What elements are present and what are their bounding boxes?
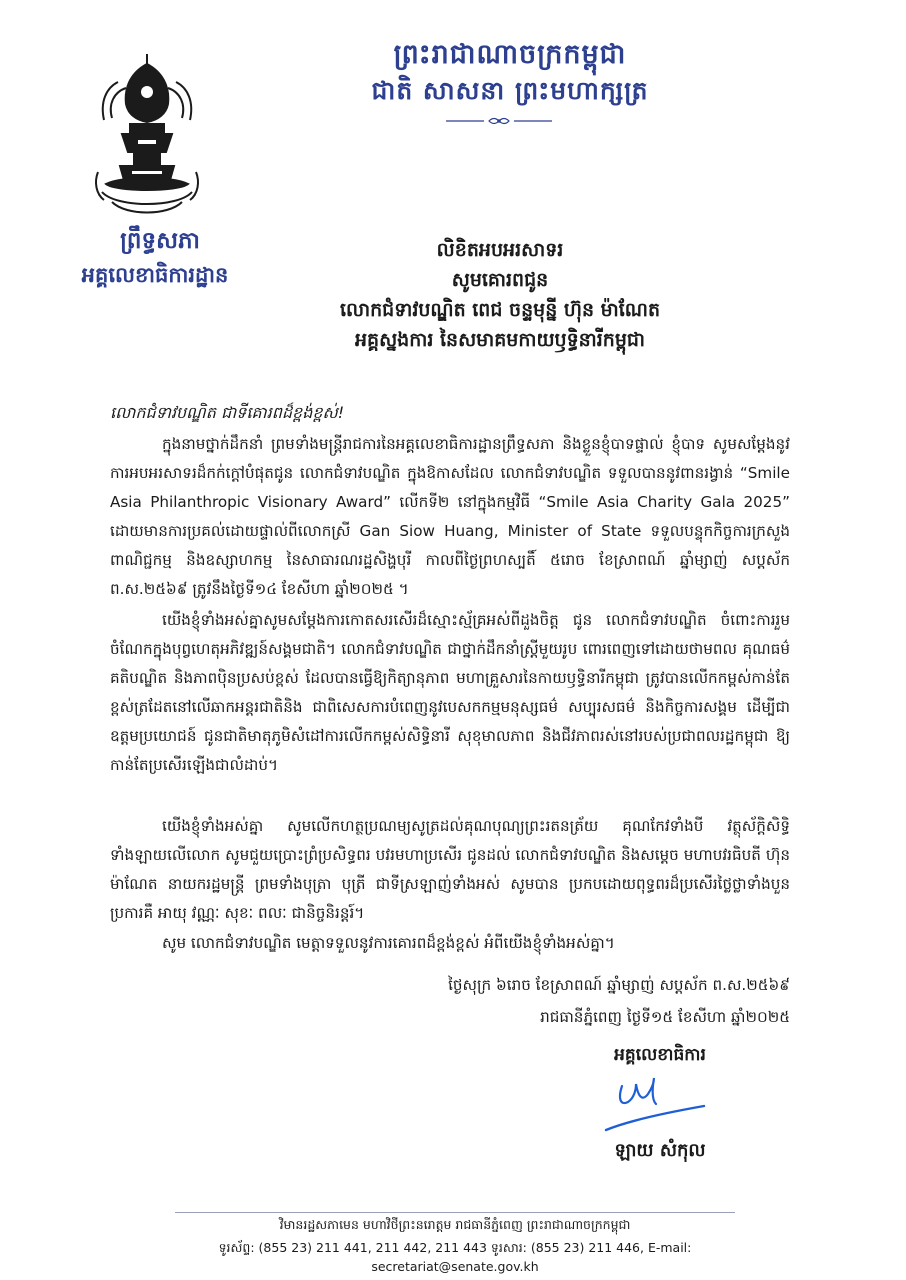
ornament-divider-icon [444, 115, 554, 127]
letter-title: លិខិតអបអរសាទរ [436, 239, 564, 261]
org-department: អគ្គលេខាធិការដ្ឋាន [81, 263, 229, 287]
handwritten-signature [600, 1072, 710, 1142]
body-paragraph: ក្នុងនាមថ្នាក់ដឹកនាំ ព្រមទាំងមន្ត្រីរាជការនៃអគ្គលេខាធិការដ្ឋានព្រឹទ្ធសភា និងខ្លួនខ្ញុំបាទផ្ទាល់ ខ្ញុំបាទ សូមសម្ដែងនូវការអបអរសាទរដ៏កក់ក្ដៅបំផុតជូន លោកជំទាវបណ្ឌិត ក្នុងឱកាសដែល លោកជំទាវបណ្ឌិត ទទួលបាននូវពានរង្វាន់ “Smile Asia Philanthropic Visionary Award” លើកទី២ នៅក្នុងកម្មវិធី “Smile Asia Charity Gala 2025” ដោយមានការប្រគល់ដោយផ្ទាល់ពីលោកស្រី Gan Siow Huang, Minister of State ទទួលបន្ទុកកិច្ចការក្រសួងពាណិជ្ជកម្ម និងឧស្សាហកម្ម នៃសាធារណរដ្ឋសិង្ហបុរី កាលពីថ្ងៃព្រហស្បតិ៍ ៥រោច ខែស្រាពណ៍ ឆ្នាំម្សាញ់ សប្តស័ក ព.ស.២៥៦៩ ត្រូវនឹងថ្ងៃទី១៤ ខែសីហា ឆ្នាំ២០២៥ ។ [110, 435, 790, 598]
signatory-title: អគ្គលេខាធិការ [614, 1045, 706, 1065]
kingdom-title: ព្រះរាជាណាចក្រកម្ពុជា [393, 39, 627, 70]
signatory-name: ឡាយ សំកុល [614, 1140, 706, 1161]
senate-emblem-icon [92, 52, 202, 222]
date-place: រាជធានីភ្នំពេញ ថ្ងៃទី១៥ ខែសីហា ឆ្នាំ២០២៥ [540, 1008, 790, 1026]
footer-address: វិមានរដ្ឋសភាមេន មហាវិថីព្រះនរោត្តម រាជធានីភ្នំពេញ ព្រះរាជាណាចក្រកម្ពុជា [279, 1217, 631, 1232]
body-paragraph: យើងខ្ញុំទាំងអស់គ្នាសូមសម្តែងការកោតសរសើរដ៏ស្មោះស្ម័គ្រអស់ពីដួងចិត្ត ជូន លោកជំទាវបណ្ឌិត ចំពោះការរួមចំណែកក្នុងបុព្វហេតុអភិវឌ្ឍន៍សង្គមជាតិ។ លោកជំទាវបណ្ឌិត ជាថ្នាក់ដឹកនាំស្ត្រីមួយរូប ពោរពេញទៅដោយថាមពល គុណធម៌ គតិបណ្ឌិត និងភាពប៉ិនប្រសប់ខ្ពស់ ដែលបានធ្វើឱ្យកិត្យានុភាព មហាគ្រួសារនៃកាយឫទ្ធិនារីកម្ពុជា ត្រូវបានលើកកម្ពស់កាន់តែខ្ពស់ត្រដែតនៅលើឆាកអន្តរជាតិនិង ជាពិសេសការបំពេញនូវបេសកកម្មមនុស្សធម៌ សប្បុរសធម៌ និងកិច្ចការសង្គម ដើម្បីជាឧត្តមប្រយោជន៍ ជូនជាតិមាតុភូមិសំដៅការលើកកម្ពស់សិទ្ធិនារី សុខុមាលភាព និងជីវភាពរស់នៅរបស់ប្រជាពលរដ្ឋកម្ពុជា ឱ្យកាន់តែប្រសើរឡើងជាលំដាប់។ [110, 611, 790, 774]
footer-contact: ទូរស័ព្ទ: (855 23) 211 441, 211 442, 211 443 ទូរសារ: (855 23) 211 446, E-mail: secretariat@senate.gov.kh [218, 1240, 692, 1274]
body-paragraph: យើងខ្ញុំទាំងអស់គ្នា សូមលើកហត្ថប្រណម្យសូត្រដល់គុណបុណ្យព្រះរតនត្រ័យ គុណកែវទាំងបី វត្ថុស័ក្តិសិទ្ធិ ទាំងឡាយលើលោក សូមជួយប្រោះព្រំប្រសិទ្ធពរ បវរមហាប្រសើរ ជូនដល់ លោកជំទាវបណ្ឌិត និងសម្ដេច មហាបវរធិបតី ហ៊ុន ម៉ាណែត នាយករដ្ឋមន្ត្រី ព្រមទាំងបុត្រា បុត្រី ជាទីស្រឡាញ់ទាំងអស់ សូមបាន ប្រកបដោយពុទ្ធពរដ៏ប្រសើរថ្លៃថ្លាទាំងបួនប្រការគឺ អាយុ វណ្ណៈ សុខៈ ពលៈ ជានិច្ចនិរន្តរ៍។ [110, 817, 790, 922]
recipient-position: អគ្គស្នងការ នៃសមាគមកាយឫទ្ធិនារីកម្ពុជា [354, 329, 646, 351]
recipient-name: លោកជំទាវបណ្ឌិត ពេជ ចន្ទមុន្នី ហ៊ុន ម៉ាណែត [339, 299, 661, 321]
footer-divider [175, 1212, 735, 1213]
salutation: លោកជំទាវបណ្ឌិត ជាទីគោរពដ៏ខ្ពង់ខ្ពស់! [110, 403, 345, 422]
addressed-to: សូមគោរពជូន [451, 269, 549, 291]
org-name: ព្រឹទ្ធសភា [120, 228, 200, 254]
national-motto: ជាតិ សាសនា ព្រះមហាក្សត្រ [371, 76, 649, 105]
date-lunar: ថ្ងៃសុក្រ ៦រោច ខែស្រាពណ៍ ឆ្នាំម្សាញ់ សប្តស័ក ព.ស.២៥៦៩ [448, 976, 790, 994]
closing-line: សូម លោកជំទាវបណ្ឌិត មេត្តាទទួលនូវការគោរពដ៏ខ្ពង់ខ្ពស់ អំពីយើងខ្ញុំទាំងអស់គ្នា។ [162, 934, 615, 952]
